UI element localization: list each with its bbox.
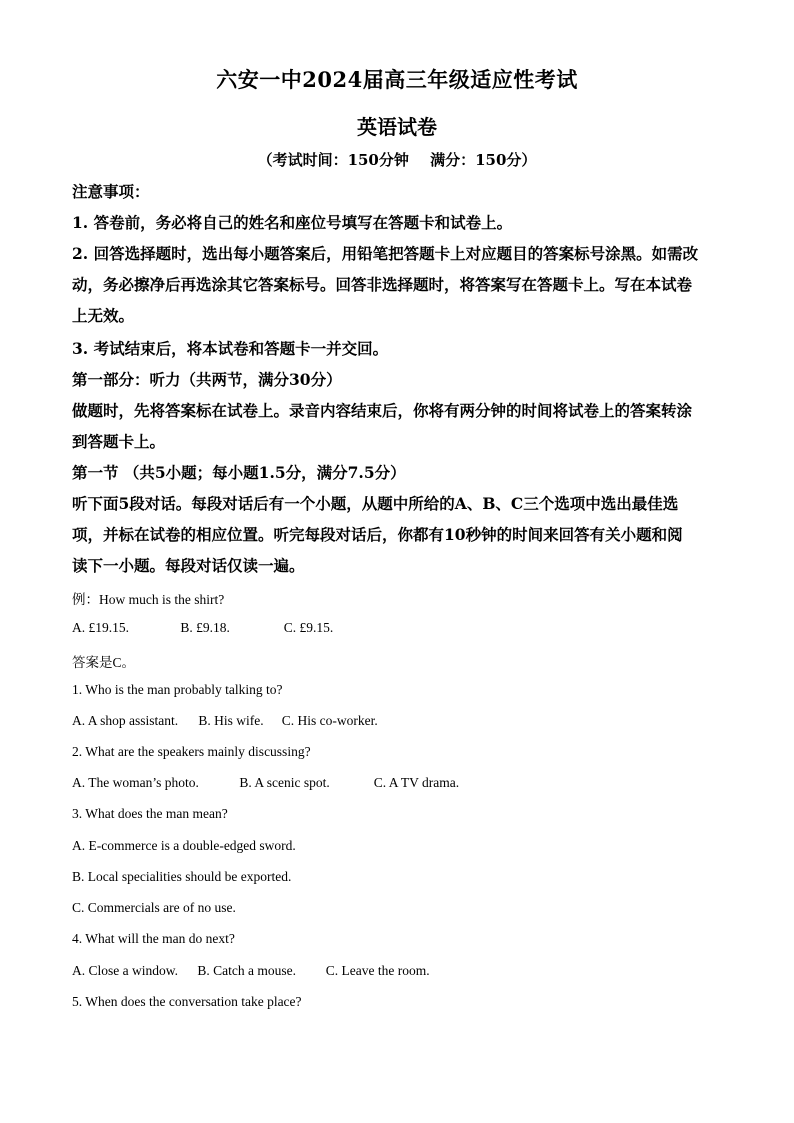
question-3: 3. What does the man mean? bbox=[72, 806, 228, 821]
example-question: 例：How much is the shirt? bbox=[72, 592, 225, 607]
q3-option-b: B. Local specialities should be exported. bbox=[72, 869, 292, 884]
part1-intro-line-2: 到答题卡上。 bbox=[72, 432, 166, 451]
section1-text-line-2: 项，并标在试卷的相应位置。听完每段对话后，你都有10秒钟的时间来回答有关小题和阅 bbox=[72, 525, 683, 544]
q2-option-a: A. The woman’s photo. bbox=[72, 775, 199, 790]
exam-info bbox=[0, 149, 794, 170]
q1-option-b: B. His wife. bbox=[198, 713, 264, 728]
question-4-options bbox=[72, 963, 722, 979]
section1-heading: 第一节 （共5小题；每小题1.5分，满分7.5分） bbox=[72, 463, 406, 482]
notice-item-1: 1. 答卷前，务必将自己的姓名和座位号填写在答题卡和试卷上。 bbox=[72, 213, 513, 232]
notice-heading: 注意事项： bbox=[72, 182, 150, 201]
section1-text-line-3: 读下一小题。每段对话仅读一遍。 bbox=[72, 556, 305, 575]
q3-option-a: A. E-commerce is a double-edged sword. bbox=[72, 838, 296, 853]
q3-option-c: C. Commercials are of no use. bbox=[72, 900, 236, 915]
part1-intro-line-1: 做题时，先将答案标在试卷上。录音内容结束后，你将有两分钟的时间将试卷上的答案转涂 bbox=[72, 401, 693, 420]
question-4: 4. What will the man do next? bbox=[72, 931, 235, 946]
exam-title: 六安一中2024届高三年级适应性考试 bbox=[216, 67, 578, 92]
q1-option-c: C. His co-worker. bbox=[281, 713, 378, 728]
q1-option-a: A. A shop assistant. bbox=[72, 713, 179, 728]
section1-text-line-1: 听下面5段对话。每段对话后有一个小题，从题中所给的A、B、C三个选项中选出最佳选 bbox=[72, 494, 679, 513]
example-option-a: A. £19.15. bbox=[72, 620, 129, 635]
example-option-c: C. £9.15. bbox=[283, 620, 334, 635]
question-2-options bbox=[72, 775, 722, 791]
q4-option-b: B. Catch a mouse. bbox=[197, 963, 296, 978]
example-options bbox=[72, 620, 722, 636]
exam-time: （考试时间：150分钟 bbox=[257, 151, 409, 169]
notice-item-3: 3. 考试结束后，将本试卷和答题卡一并交回。 bbox=[72, 339, 389, 358]
question-5: 5. When does the conversation take place? bbox=[72, 994, 302, 1009]
question-1: 1. Who is the man probably talking to? bbox=[72, 682, 283, 697]
part1-heading: 第一部分：听力（共两节，满分30分） bbox=[72, 370, 342, 389]
notice-item-2-line-2: 动，务必擦净后再选涂其它答案标号。回答非选择题时，将答案写在答题卡上。写在本试卷 bbox=[72, 275, 693, 294]
q2-option-b: B. A scenic spot. bbox=[239, 775, 330, 790]
example-answer: 答案是C。 bbox=[72, 655, 136, 670]
q4-option-a: A. Close a window. bbox=[72, 963, 178, 978]
notice-item-2-line-3: 上无效。 bbox=[72, 306, 135, 325]
subject-title: 英语试卷 bbox=[357, 115, 437, 139]
notice-item-2-line-1: 2. 回答选择题时，选出每小题答案后，用铅笔把答题卡上对应题目的答案标号涂黑。如需改 bbox=[72, 244, 699, 263]
example-option-b: B. £9.18. bbox=[180, 620, 230, 635]
q2-option-c: C. A TV drama. bbox=[373, 775, 460, 790]
question-2: 2. What are the speakers mainly discussing? bbox=[72, 744, 311, 759]
question-1-options bbox=[72, 713, 722, 729]
q4-option-c: C. Leave the room. bbox=[325, 963, 430, 978]
full-score: 满分：150分） bbox=[430, 151, 537, 169]
